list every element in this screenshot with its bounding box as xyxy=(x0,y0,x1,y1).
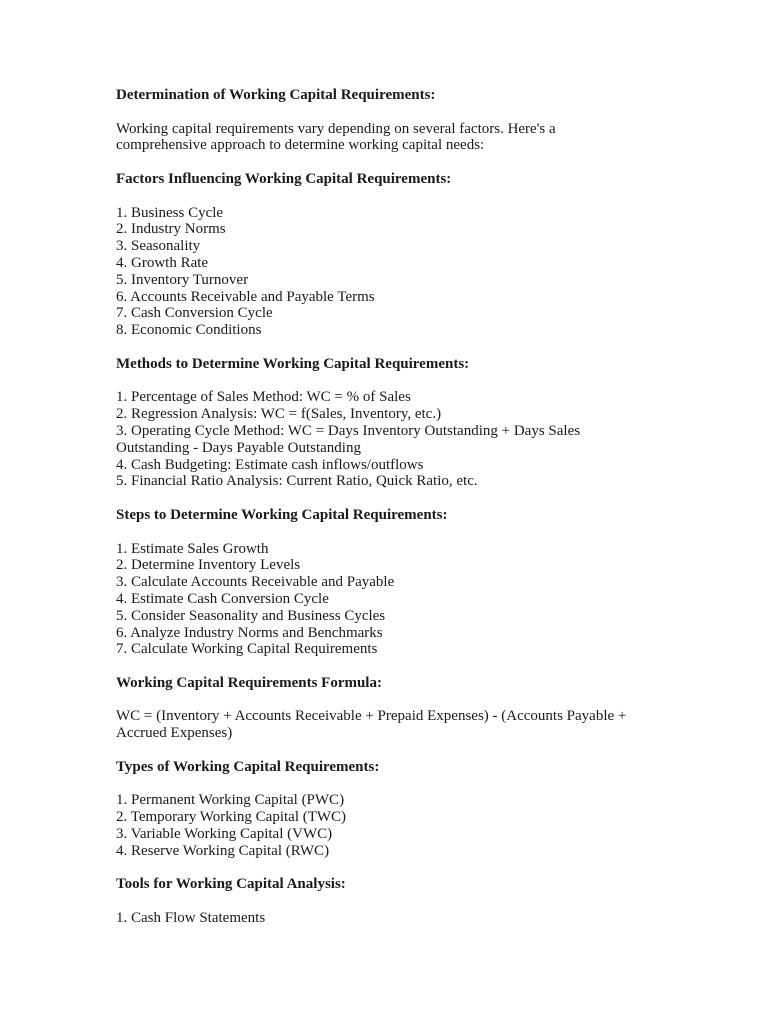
list-item: 2. Industry Norms xyxy=(116,221,226,238)
list-item: 7. Cash Conversion Cycle xyxy=(116,305,273,322)
document-body xyxy=(116,87,676,927)
list-item: 8. Economic Conditions xyxy=(116,322,262,339)
factors-list xyxy=(116,205,676,339)
list-item-continuation: Outstanding - Days Payable Outstanding xyxy=(116,439,361,456)
list-item: 6. Analyze Industry Norms and Benchmarks xyxy=(116,624,383,641)
spacer xyxy=(116,339,676,356)
spacer xyxy=(116,490,676,507)
list-item: 1. Permanent Working Capital (PWC) xyxy=(116,792,345,809)
formula-line: Accrued Expenses) xyxy=(116,725,233,742)
spacer xyxy=(116,104,676,121)
steps-list xyxy=(116,541,676,659)
methods-list xyxy=(116,389,676,490)
spacer xyxy=(116,860,676,877)
list-item: 3. Seasonality xyxy=(116,238,201,255)
factors-heading: Factors Influencing Working Capital Requirements: xyxy=(116,170,452,187)
spacer xyxy=(116,776,676,793)
list-item: 5. Inventory Turnover xyxy=(116,271,249,288)
list-item: 7. Calculate Working Capital Requirements xyxy=(116,641,378,658)
types-list xyxy=(116,792,676,859)
list-item: 1. Percentage of Sales Method: WC = % of Sales xyxy=(116,389,411,406)
list-item: 4. Reserve Working Capital (RWC) xyxy=(116,842,330,859)
list-item: 2. Regression Analysis: WC = f(Sales, Inventory, etc.) xyxy=(116,406,442,423)
list-item: 1. Cash Flow Statements xyxy=(116,910,266,927)
intro-line: Working capital requirements vary depending on several factors. Here's a xyxy=(116,120,556,137)
list-item: 2. Determine Inventory Levels xyxy=(116,557,301,574)
spacer xyxy=(116,154,676,171)
list-item: 3. Calculate Accounts Receivable and Payable xyxy=(116,574,395,591)
list-item: 4. Cash Budgeting: Estimate cash inflows/outflows xyxy=(116,456,424,473)
spacer xyxy=(116,188,676,205)
formula-text xyxy=(116,708,676,742)
methods-heading: Methods to Determine Working Capital Requirements: xyxy=(116,355,470,372)
spacer xyxy=(116,524,676,541)
list-item: 1. Estimate Sales Growth xyxy=(116,540,269,557)
spacer xyxy=(116,373,676,390)
list-item: 4. Estimate Cash Conversion Cycle xyxy=(116,590,329,607)
list-item: 2. Temporary Working Capital (TWC) xyxy=(116,809,347,826)
steps-heading: Steps to Determine Working Capital Requirements: xyxy=(116,506,448,523)
intro-paragraph xyxy=(116,121,676,155)
tools-heading: Tools for Working Capital Analysis: xyxy=(116,876,346,893)
spacer xyxy=(116,893,676,910)
formula-line: WC = (Inventory + Accounts Receivable + Prepaid Expenses) - (Accounts Payable + xyxy=(116,708,627,725)
list-item: 6. Accounts Receivable and Payable Terms xyxy=(116,288,375,305)
tools-list xyxy=(116,910,676,927)
formula-heading: Working Capital Requirements Formula: xyxy=(116,674,382,691)
list-item: 4. Growth Rate xyxy=(116,254,209,271)
list-item: 1. Business Cycle xyxy=(116,204,224,221)
spacer xyxy=(116,742,676,759)
types-heading: Types of Working Capital Requirements: xyxy=(116,758,380,775)
list-item: 3. Operating Cycle Method: WC = Days Inventory Outstanding + Days Sales xyxy=(116,422,581,439)
spacer xyxy=(116,692,676,709)
list-item: 5. Consider Seasonality and Business Cycles xyxy=(116,607,386,624)
list-item: 3. Variable Working Capital (VWC) xyxy=(116,826,333,843)
spacer xyxy=(116,658,676,675)
document-title: Determination of Working Capital Requirements: xyxy=(116,87,436,103)
intro-line: comprehensive approach to determine working capital needs: xyxy=(116,137,485,154)
list-item: 5. Financial Ratio Analysis: Current Ratio, Quick Ratio, etc. xyxy=(116,473,478,490)
